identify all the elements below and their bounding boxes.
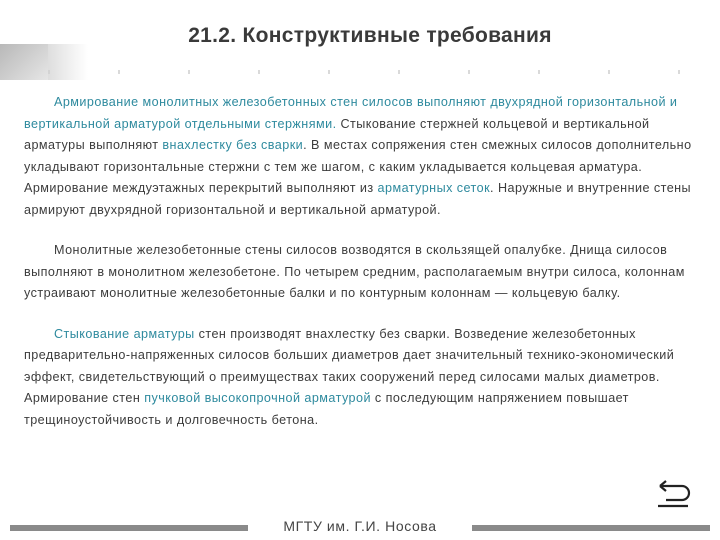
paragraph1-text-3: . Наружные и внутренние стены армируют двухрядной горизонтальной и вертикальной арматурой. [24,181,692,217]
page-title: 21.2. Конструктивные требования [188,24,552,47]
paragraph-spacer [24,221,692,240]
footer-bar-left [10,525,248,531]
paragraph-reinforcement [24,92,692,221]
paragraph1-text-1: Стыкование стержней кольцевой и вертикальной арматуры выполняют [24,116,650,152]
corner-fade-decoration [48,44,88,80]
content-body [24,92,692,431]
footer-institution: МГТУ им. Г.И. Носова [283,518,437,534]
highlight-splicing: Стыкование арматуры [54,326,195,341]
return-arrow-icon[interactable] [652,478,692,510]
corner-decoration [0,44,48,80]
paragraph2-text: Монолитные железобетонные стены силосов возводятся в скользящей опалубке. Днища силосов выполняют в монолитном железобетоне. По четырем средним, располагаемым внутри силоса, колоннам устраивают монолитные железобетонные балки и по контурным колоннам — кольцевую балку. [24,243,685,300]
footer-bar-right [472,525,710,531]
highlight-bundled-reinforcement: пучковой высокопрочной арматурой [144,391,371,405]
header-divider [48,70,720,74]
highlight-reinforcement: Армирование монолитных железобетонных стен силосов выполняют двухрядной горизонтальной и вертикальной арматурой отдельными стержнями. [24,95,678,131]
highlight-lap-splice: внахлестку без сварки [162,138,304,152]
paragraph-monolithic-walls [24,240,692,305]
paragraph3-text-2: с последующим напряжением повышает трещиноустойчивость и долговечность бетона. [24,391,629,427]
paragraph-spacer [24,305,692,324]
footer [0,516,720,538]
paragraph-splicing [24,324,692,432]
paragraph1-text-2: . В местах сопряжения стен смежных силосов дополнительно укладывают горизонтальные стержни с тем же шагом, с каким укладывается кольцевая арматура. Армирование междуэтажных перекрытий выполняют из [24,138,692,195]
paragraph3-text-1: стен производят внахлестку без сварки. Возведение железобетонных предварительно-напряженных силосов больших диаметров дает значительный технико-экономический эффект, свидетельствующий о преимуществах таких сооружений перед силосами малых диаметров. Армирование стен [24,326,675,405]
highlight-reinforcing-mesh: арматурных сеток [377,181,491,195]
